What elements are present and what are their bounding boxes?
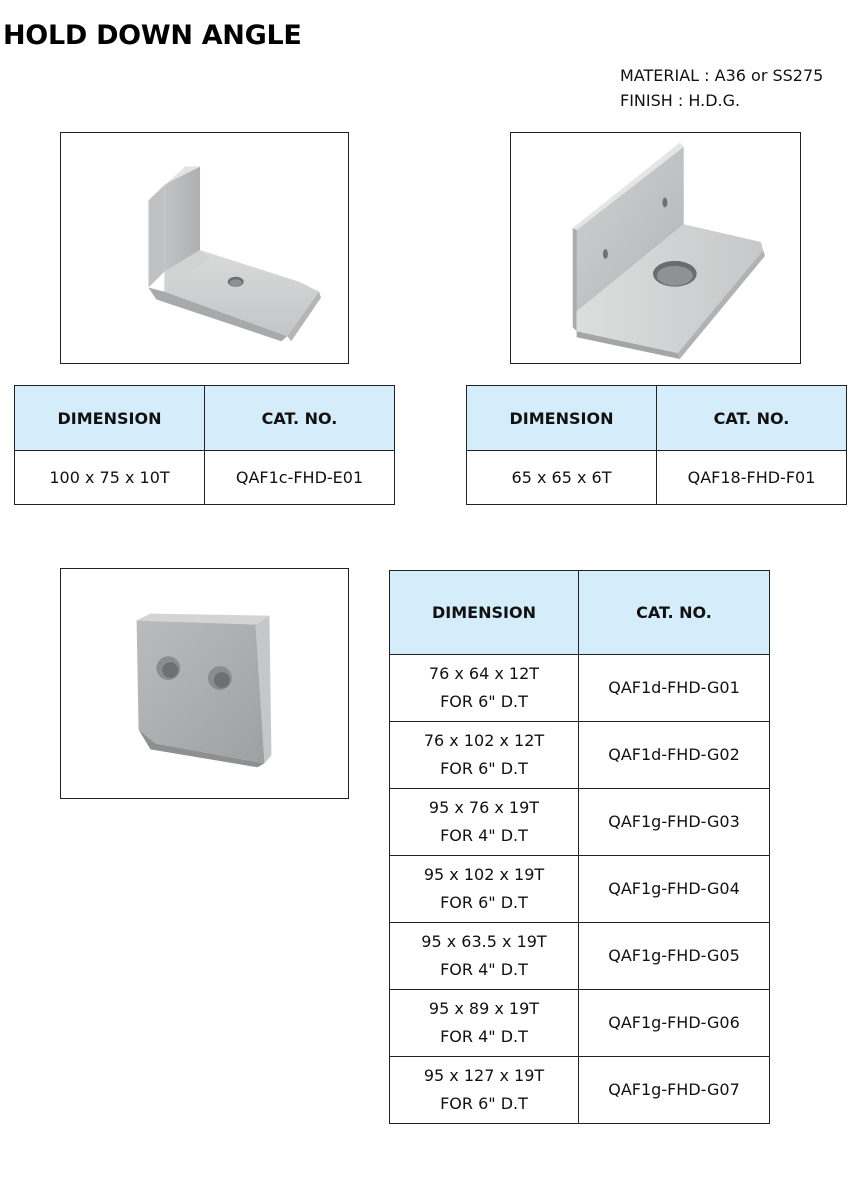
material-spec: MATERIAL : A36 or SS275	[620, 66, 824, 85]
dimension-cell	[390, 923, 579, 990]
dimension-text: 95 x 76 x 19T	[428, 798, 540, 817]
dimension-text: 95 x 102 x 19T	[423, 865, 545, 884]
angle-bracket-illustration	[511, 133, 800, 363]
cat-no-cell: QAF1d-FHD-G02	[579, 722, 770, 789]
note-text: FOR 6" D.T	[440, 759, 528, 778]
dimension-text: 95 x 89 x 19T	[428, 999, 540, 1018]
cat-no-header: CAT. NO.	[657, 386, 847, 451]
dimension-cell	[390, 722, 579, 789]
table-row	[390, 789, 770, 856]
note-text: FOR 4" D.T	[440, 1027, 528, 1046]
dimension-text: 76 x 102 x 12T	[423, 731, 545, 750]
note-text: FOR 6" D.T	[440, 893, 528, 912]
note-text: FOR 4" D.T	[440, 960, 528, 979]
angle-bracket-illustration	[61, 133, 348, 363]
note-text: FOR 4" D.T	[440, 826, 528, 845]
table-row	[390, 990, 770, 1057]
cat-no-header: CAT. NO.	[579, 571, 770, 655]
dimension-text: 95 x 63.5 x 19T	[421, 932, 547, 951]
cat-no-cell: QAF1c-FHD-E01	[205, 451, 395, 505]
dimension-cell	[390, 789, 579, 856]
dimension-text: 95 x 127 x 19T	[423, 1066, 545, 1085]
cat-no-cell: QAF18-FHD-F01	[657, 451, 847, 505]
table-row	[467, 451, 847, 505]
dimension-cell: 65 x 65 x 6T	[467, 451, 657, 505]
dimension-cell	[390, 990, 579, 1057]
table-row	[390, 923, 770, 990]
table-row	[390, 1057, 770, 1124]
finish-spec: FINISH : H.D.G.	[620, 91, 741, 110]
note-text: FOR 6" D.T	[440, 1094, 528, 1113]
dimension-cell	[390, 856, 579, 923]
dimension-header: DIMENSION	[15, 386, 205, 451]
product-image-angle-e01	[60, 132, 349, 364]
table-row	[390, 655, 770, 722]
product-image-plate-g	[60, 568, 349, 799]
dimension-header: DIMENSION	[467, 386, 657, 451]
cat-no-cell: QAF1d-FHD-G01	[579, 655, 770, 722]
dimension-cell: 100 x 75 x 10T	[15, 451, 205, 505]
table-row	[390, 722, 770, 789]
plate-washer-illustration	[61, 569, 348, 798]
cat-no-cell: QAF1g-FHD-G04	[579, 856, 770, 923]
catalog-table-e	[14, 385, 395, 505]
cat-no-cell: QAF1g-FHD-G07	[579, 1057, 770, 1124]
dimension-cell	[390, 655, 579, 722]
product-image-angle-f01	[510, 132, 801, 364]
dimension-header: DIMENSION	[390, 571, 579, 655]
dimension-text: 76 x 64 x 12T	[428, 664, 540, 683]
catalog-table-f	[466, 385, 847, 505]
table-row	[390, 856, 770, 923]
cat-no-header: CAT. NO.	[205, 386, 395, 451]
cat-no-cell: QAF1g-FHD-G03	[579, 789, 770, 856]
cat-no-cell: QAF1g-FHD-G06	[579, 990, 770, 1057]
cat-no-cell: QAF1g-FHD-G05	[579, 923, 770, 990]
catalog-table-g	[389, 570, 770, 1124]
dimension-cell	[390, 1057, 579, 1124]
page-title: HOLD DOWN ANGLE	[3, 20, 302, 51]
table-row	[15, 451, 395, 505]
note-text: FOR 6" D.T	[440, 692, 528, 711]
